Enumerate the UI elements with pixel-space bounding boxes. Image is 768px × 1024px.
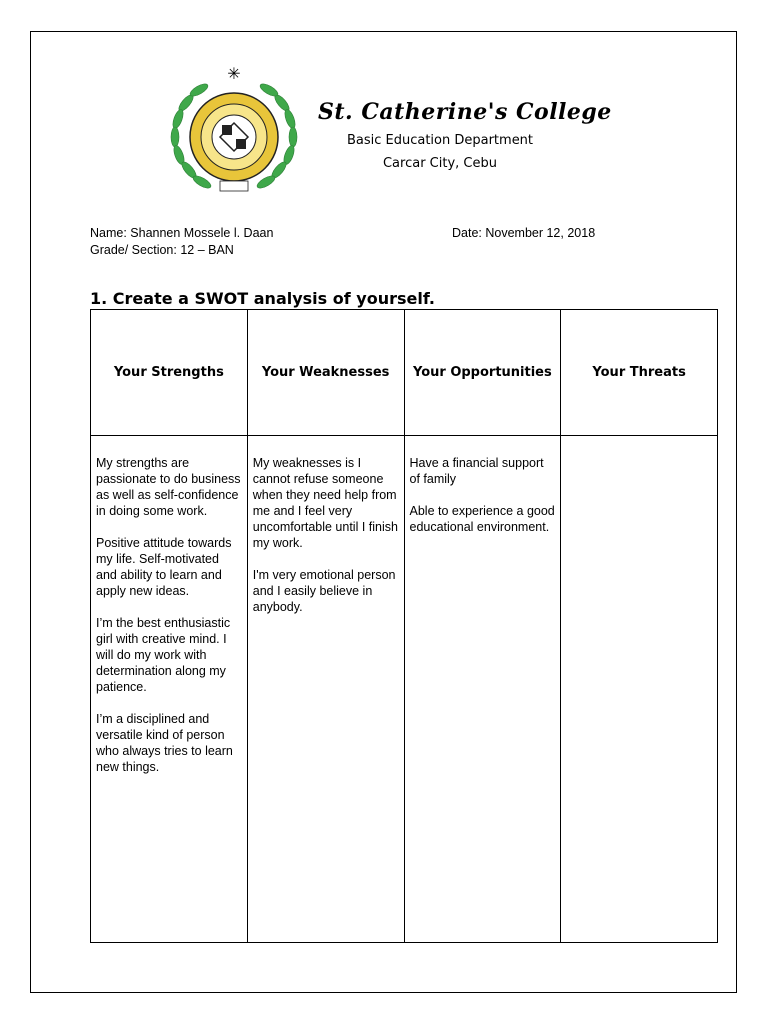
swot-table [90, 309, 718, 943]
strengths-cell [91, 436, 248, 943]
strength-item: My strengths are passionate to do business as well as self-confidence in doing some work. [96, 456, 241, 518]
header-weaknesses: Your Weaknesses [247, 310, 404, 436]
strength-item: I’m the best enthusiastic girl with creative mind. I will do my work with determination along my patience. [96, 616, 231, 694]
opportunity-item: Able to experience a good educational environment. [409, 504, 555, 534]
weaknesses-cell [247, 436, 404, 943]
school-name: St. Catherine's College [318, 99, 612, 125]
header-opportunities: Your Opportunities [404, 310, 561, 436]
student-name: Name: Shannen Mossele l. Daan [90, 226, 274, 240]
svg-text:✳: ✳ [227, 64, 241, 83]
grade-section: Grade/ Section: 12 – BAN [90, 243, 234, 257]
threats-cell [561, 436, 718, 943]
weakness-item: I'm very emotional person and I easily believe in anybody. [252, 568, 396, 614]
swot-content-row [91, 436, 718, 943]
opportunity-item: Have a financial support of family [409, 456, 544, 486]
strength-item: Positive attitude towards my life. Self-motivated and ability to learn and apply new ideas. [96, 536, 232, 598]
header-strengths: Your Strengths [91, 310, 248, 436]
header-threats: Your Threats [561, 310, 718, 436]
school-city: Carcar City, Cebu [382, 156, 497, 171]
opportunities-cell [404, 436, 561, 943]
swot-header-row [91, 310, 718, 436]
strength-item: I’m a disciplined and versatile kind of person who always tries to learn new things. [96, 712, 233, 774]
weakness-item: My weaknesses is I cannot refuse someone when they need help from me and I feel very uncomfortable until I finish my work. [252, 456, 398, 550]
college-seal-logo [164, 63, 304, 203]
question-heading: 1. Create a SWOT analysis of yourself. [90, 289, 436, 308]
department-name: Basic Education Department [346, 133, 534, 148]
date-field: Date: November 12, 2018 [452, 226, 596, 240]
